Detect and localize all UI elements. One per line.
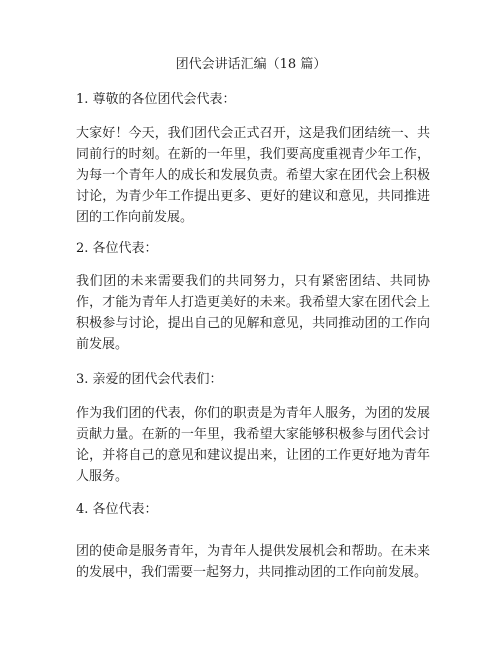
- section-heading: 3. 亲爱的团代会代表们：: [76, 372, 223, 387]
- section-heading: 2. 各位代表：: [76, 241, 158, 256]
- section-heading: 1. 尊敬的各位团代会代表：: [76, 92, 236, 107]
- section-paragraph: 大家好！今天，我们团代会正式召开，这是我们团结统一、共同前行的时刻。在新的一年里，我们要高度重视青少年工作，为每一个青年人的成长和发展负责。希望大家在团代会上积极讨论，为青少年工作提出更多、更好的建议和意见，共同推进团的工作向前发展。: [76, 126, 430, 225]
- section-heading: 4. 各位代表：: [76, 502, 158, 517]
- section-paragraph: 我们团的未来需要我们的共同努力，只有紧密团结、共同协作，才能为青年人打造更美好的未来。我希望大家在团代会上积极参与讨论，提出自己的见解和意见，共同推动团的工作向前发展。: [76, 274, 430, 352]
- section-paragraph: 团的使命是服务青年，为青年人提供发展机会和帮助。在未来的发展中，我们需要一起努力，共同推动团的工作向前发展。: [76, 544, 430, 580]
- section-paragraph: 作为我们团的代表，你们的职责是为青年人服务，为团的发展贡献力量。在新的一年里，我希望大家能够积极参与团代会讨论，并将自己的意见和建议提出来，让团的工作更好地为青年人服务。: [76, 406, 430, 484]
- document-title: 团代会讲话汇编（18 篇）: [175, 57, 327, 72]
